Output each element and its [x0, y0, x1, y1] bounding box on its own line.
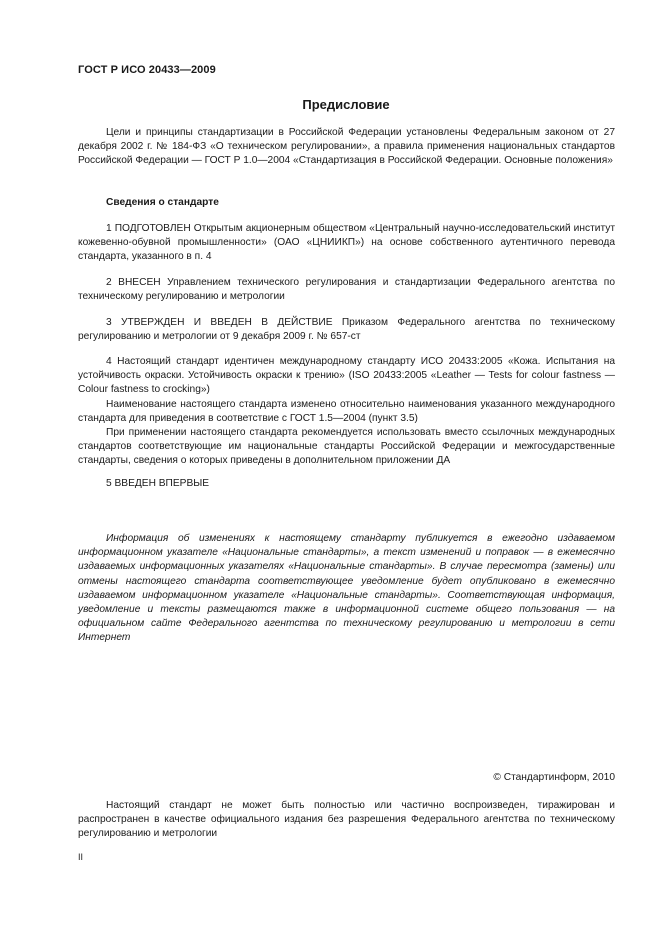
- section-heading-block: [78, 196, 615, 210]
- item-3: 3 УТВЕРЖДЕН И ВВЕДЕН В ДЕЙСТВИЕ Приказом Федерального агентства по техническому регулированию и метрологии от 9 декабря 2009 г. № 657-ст: [78, 317, 615, 343]
- page-number: II: [78, 852, 84, 862]
- item-2-block: [78, 276, 615, 304]
- reproduction-block: [78, 799, 615, 842]
- copyright: © Стандартинформ, 2010: [493, 772, 615, 783]
- item-1-block: [78, 222, 615, 265]
- intro-paragraph: Цели и принципы стандартизации в Российской Федерации установлены Федеральным законом от 27 декабря 2002 г. № 184-ФЗ «О техническом регулировании», а правила применения национальных стандартов Российской Федерации — ГОСТ Р 1.0—2004 «Стандартизация в Российской Федерации. Основные положения»: [78, 127, 615, 167]
- info-notice: Информация об изменениях к настоящему стандарту публикуется в ежегодно издаваемом информационном указателе «Национальные стандарты», а текст изменений и поправок — в ежемесячно издаваемых информационных указателях «Национальные стандарты». В случае пересмотра (замены) или отмены настоящего стандарта соответствующее уведомление будет опубликовано в ежемесячно издаваемом информационном указателе «Национальные стандарты». Соответствующая информация, уведомление и тексты размещаются также в информационной системе общего пользования — на официальном сайте Федерального агентства по техническому регулированию и метрологии в сети Интернет: [78, 533, 615, 644]
- section-title: Сведения о стандарте: [106, 197, 219, 208]
- info-notice-block: [78, 532, 615, 646]
- reproduction-notice: Настоящий стандарт не может быть полностью или частично воспроизведен, тиражирован и распространен в качестве официального издания без разрешения Федерального агентства по техническому регулированию и метрологии: [78, 800, 615, 840]
- item-5-block: [78, 477, 615, 491]
- item-4-block: [78, 355, 615, 469]
- item-3-block: [78, 316, 615, 344]
- item-4-note-name: Наименование настоящего стандарта изменено относительно наименования указанного международного стандарта для приведения в соответствие с ГОСТ 1.5—2004 (пункт 3.5): [78, 398, 615, 424]
- item-4: 4 Настоящий стандарт идентичен международному стандарту ИСО 20433:2005 «Кожа. Испытания на устойчивость окраски. Устойчивость окраски к трению» (ISO 20433:2005 «Leather — Tests for colour fastness — Colour fastness to crocking»): [78, 356, 615, 396]
- item-2: 2 ВНЕСЕН Управлением технического регулирования и стандартизации Федерального агентства по техническому регулированию и метрологии: [78, 277, 615, 303]
- document-header: ГОСТ Р ИСО 20433—2009: [78, 64, 216, 76]
- item-4-note-usage: При применении настоящего стандарта рекомендуется использовать вместо ссылочных международных стандартов соответствующие им национальные стандарты Российской Федерации и межгосударственные стандарты, сведения о которых приведены в дополнительном приложении ДА: [78, 427, 615, 467]
- item-1: 1 ПОДГОТОВЛЕН Открытым акционерным обществом «Центральный научно-исследовательский институт кожевенно-обувной промышленности» (ОАО «ЦНИИКП») на основе собственного аутентичного перевода стандарта, указанного в п. 4: [78, 223, 615, 263]
- intro-block: [78, 126, 615, 169]
- page-title: Предисловие: [302, 97, 390, 112]
- item-5: 5 ВВЕДЕН ВПЕРВЫЕ: [106, 478, 210, 489]
